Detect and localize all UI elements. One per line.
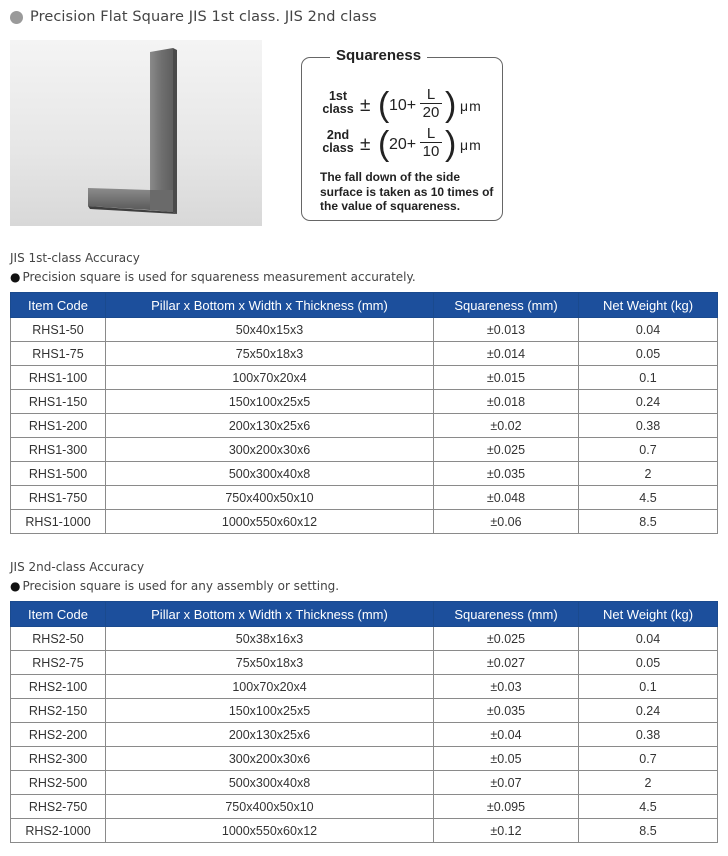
table-header-row [11, 602, 718, 627]
net-weight-cell: 0.24 [579, 699, 718, 723]
squareness-cell: ±0.027 [434, 651, 579, 675]
dimensions-cell: 100x70x20x4 [106, 366, 434, 390]
table-header-row [11, 293, 718, 318]
class-label [318, 129, 358, 155]
open-paren: ( [378, 86, 390, 124]
net-weight-cell: 0.24 [579, 390, 718, 414]
column-header: Net Weight (kg) [579, 293, 718, 318]
table-row [11, 747, 718, 771]
class-label-line2: class [322, 141, 354, 155]
formula-note: The fall down of the side surface is taken as 10 times of the value of squareness. [320, 170, 494, 213]
bullet-icon: ● [10, 579, 21, 593]
description-text: Precision square is used for squareness measurement accurately. [22, 270, 416, 284]
dimensions-cell: 50x38x16x3 [106, 627, 434, 651]
net-weight-cell: 0.04 [579, 627, 718, 651]
table-row [11, 675, 718, 699]
column-header: Pillar x Bottom x Width x Thickness (mm) [106, 602, 434, 627]
squareness-cell: ±0.02 [434, 414, 579, 438]
formula-row-1st-class [302, 86, 502, 130]
squareness-cell: ±0.095 [434, 795, 579, 819]
table-row [11, 414, 718, 438]
dimensions-cell: 750x400x50x10 [106, 795, 434, 819]
column-header: Squareness (mm) [434, 602, 579, 627]
close-paren: ) [445, 125, 457, 163]
net-weight-cell: 0.7 [579, 747, 718, 771]
item-code-cell: RHS1-150 [11, 390, 106, 414]
squareness-cell: ±0.014 [434, 342, 579, 366]
class-label [318, 90, 358, 116]
squareness-cell: ±0.048 [434, 486, 579, 510]
plus-minus-sign: ± [360, 95, 371, 116]
item-code-cell: RHS2-1000 [11, 819, 106, 843]
squareness-cell: ±0.025 [434, 438, 579, 462]
dimensions-cell: 75x50x18x3 [106, 342, 434, 366]
net-weight-cell: 4.5 [579, 486, 718, 510]
item-code-cell: RHS2-200 [11, 723, 106, 747]
section-description-1st-class [10, 270, 416, 284]
table-row [11, 462, 718, 486]
title-bullet-icon [10, 11, 23, 24]
table-row [11, 390, 718, 414]
table-row [11, 486, 718, 510]
class-label-line1: 2nd [326, 128, 350, 142]
item-code-cell: RHS2-500 [11, 771, 106, 795]
formula-row-2nd-class [302, 125, 502, 169]
fraction-denominator: 10 [422, 143, 440, 160]
squareness-cell: ±0.015 [434, 366, 579, 390]
net-weight-cell: 2 [579, 771, 718, 795]
squareness-cell: ±0.04 [434, 723, 579, 747]
item-code-cell: RHS2-150 [11, 699, 106, 723]
squareness-cell: ±0.025 [434, 627, 579, 651]
spec-table-1st-class [10, 292, 718, 534]
class-label-line1: 1st [328, 89, 348, 103]
squareness-cell: ±0.018 [434, 390, 579, 414]
item-code-cell: RHS2-750 [11, 795, 106, 819]
fraction-numerator: L [420, 86, 442, 104]
column-header: Squareness (mm) [434, 293, 579, 318]
column-header: Net Weight (kg) [579, 602, 718, 627]
column-header: Pillar x Bottom x Width x Thickness (mm) [106, 293, 434, 318]
column-header: Item Code [11, 293, 106, 318]
item-code-cell: RHS2-75 [11, 651, 106, 675]
class-label-line2: class [322, 102, 354, 116]
formula-base: 20+ [389, 136, 417, 153]
item-code-cell: RHS2-300 [11, 747, 106, 771]
dimensions-cell: 500x300x40x8 [106, 771, 434, 795]
squareness-cell: ±0.07 [434, 771, 579, 795]
squareness-cell: ±0.05 [434, 747, 579, 771]
squareness-formula-box [301, 47, 503, 221]
description-text: Precision square is used for any assembly or setting. [22, 579, 340, 593]
net-weight-cell: 0.1 [579, 366, 718, 390]
table-row [11, 366, 718, 390]
fraction [420, 125, 442, 161]
item-code-cell: RHS1-1000 [11, 510, 106, 534]
net-weight-cell: 8.5 [579, 819, 718, 843]
formula-unit: μm [460, 137, 482, 153]
table-row [11, 318, 718, 342]
net-weight-cell: 0.05 [579, 651, 718, 675]
squareness-cell: ±0.035 [434, 699, 579, 723]
table-row [11, 627, 718, 651]
fraction-numerator: L [420, 125, 442, 143]
page-title: Precision Flat Square JIS 1st class. JIS 2nd class [30, 9, 377, 25]
net-weight-cell: 4.5 [579, 795, 718, 819]
squareness-cell: ±0.03 [434, 675, 579, 699]
dimensions-cell: 200x130x25x6 [106, 723, 434, 747]
formula-base: 10+ [389, 97, 417, 114]
table-row [11, 342, 718, 366]
squareness-cell: ±0.12 [434, 819, 579, 843]
net-weight-cell: 8.5 [579, 510, 718, 534]
dimensions-cell: 750x400x50x10 [106, 486, 434, 510]
table-row [11, 771, 718, 795]
net-weight-cell: 0.38 [579, 723, 718, 747]
page-title-row [10, 6, 377, 28]
dimensions-cell: 1000x550x60x12 [106, 819, 434, 843]
fraction [420, 86, 442, 122]
dimensions-cell: 150x100x25x5 [106, 390, 434, 414]
table-row [11, 651, 718, 675]
flat-square-illustration [10, 40, 262, 226]
section-title-1st-class: JIS 1st-class Accuracy [10, 251, 140, 265]
product-photo [10, 40, 262, 226]
table-row [11, 699, 718, 723]
item-code-cell: RHS2-50 [11, 627, 106, 651]
item-code-cell: RHS1-75 [11, 342, 106, 366]
spec-table-2nd-class [10, 601, 718, 843]
section-description-2nd-class [10, 579, 339, 593]
item-code-cell: RHS1-50 [11, 318, 106, 342]
dimensions-cell: 50x40x15x3 [106, 318, 434, 342]
dimensions-cell: 300x200x30x6 [106, 747, 434, 771]
net-weight-cell: 0.7 [579, 438, 718, 462]
table-row [11, 795, 718, 819]
dimensions-cell: 75x50x18x3 [106, 651, 434, 675]
section-title-2nd-class: JIS 2nd-class Accuracy [10, 560, 145, 574]
item-code-cell: RHS1-750 [11, 486, 106, 510]
column-header: Item Code [11, 602, 106, 627]
item-code-cell: RHS1-500 [11, 462, 106, 486]
item-code-cell: RHS1-200 [11, 414, 106, 438]
bullet-icon: ● [10, 270, 21, 284]
fraction-denominator: 20 [422, 104, 440, 121]
table-row [11, 510, 718, 534]
dimensions-cell: 100x70x20x4 [106, 675, 434, 699]
squareness-cell: ±0.06 [434, 510, 579, 534]
squareness-cell: ±0.035 [434, 462, 579, 486]
plus-minus-sign: ± [360, 134, 371, 155]
net-weight-cell: 0.1 [579, 675, 718, 699]
net-weight-cell: 2 [579, 462, 718, 486]
net-weight-cell: 0.38 [579, 414, 718, 438]
dimensions-cell: 1000x550x60x12 [106, 510, 434, 534]
item-code-cell: RHS1-100 [11, 366, 106, 390]
open-paren: ( [378, 125, 390, 163]
item-code-cell: RHS1-300 [11, 438, 106, 462]
dimensions-cell: 500x300x40x8 [106, 462, 434, 486]
net-weight-cell: 0.05 [579, 342, 718, 366]
table-row [11, 819, 718, 843]
table-row [11, 438, 718, 462]
dimensions-cell: 200x130x25x6 [106, 414, 434, 438]
dimensions-cell: 150x100x25x5 [106, 699, 434, 723]
formula-title: Squareness [330, 47, 427, 64]
table-row [11, 723, 718, 747]
item-code-cell: RHS2-100 [11, 675, 106, 699]
close-paren: ) [445, 86, 457, 124]
dimensions-cell: 300x200x30x6 [106, 438, 434, 462]
formula-unit: μm [460, 98, 482, 114]
squareness-cell: ±0.013 [434, 318, 579, 342]
net-weight-cell: 0.04 [579, 318, 718, 342]
